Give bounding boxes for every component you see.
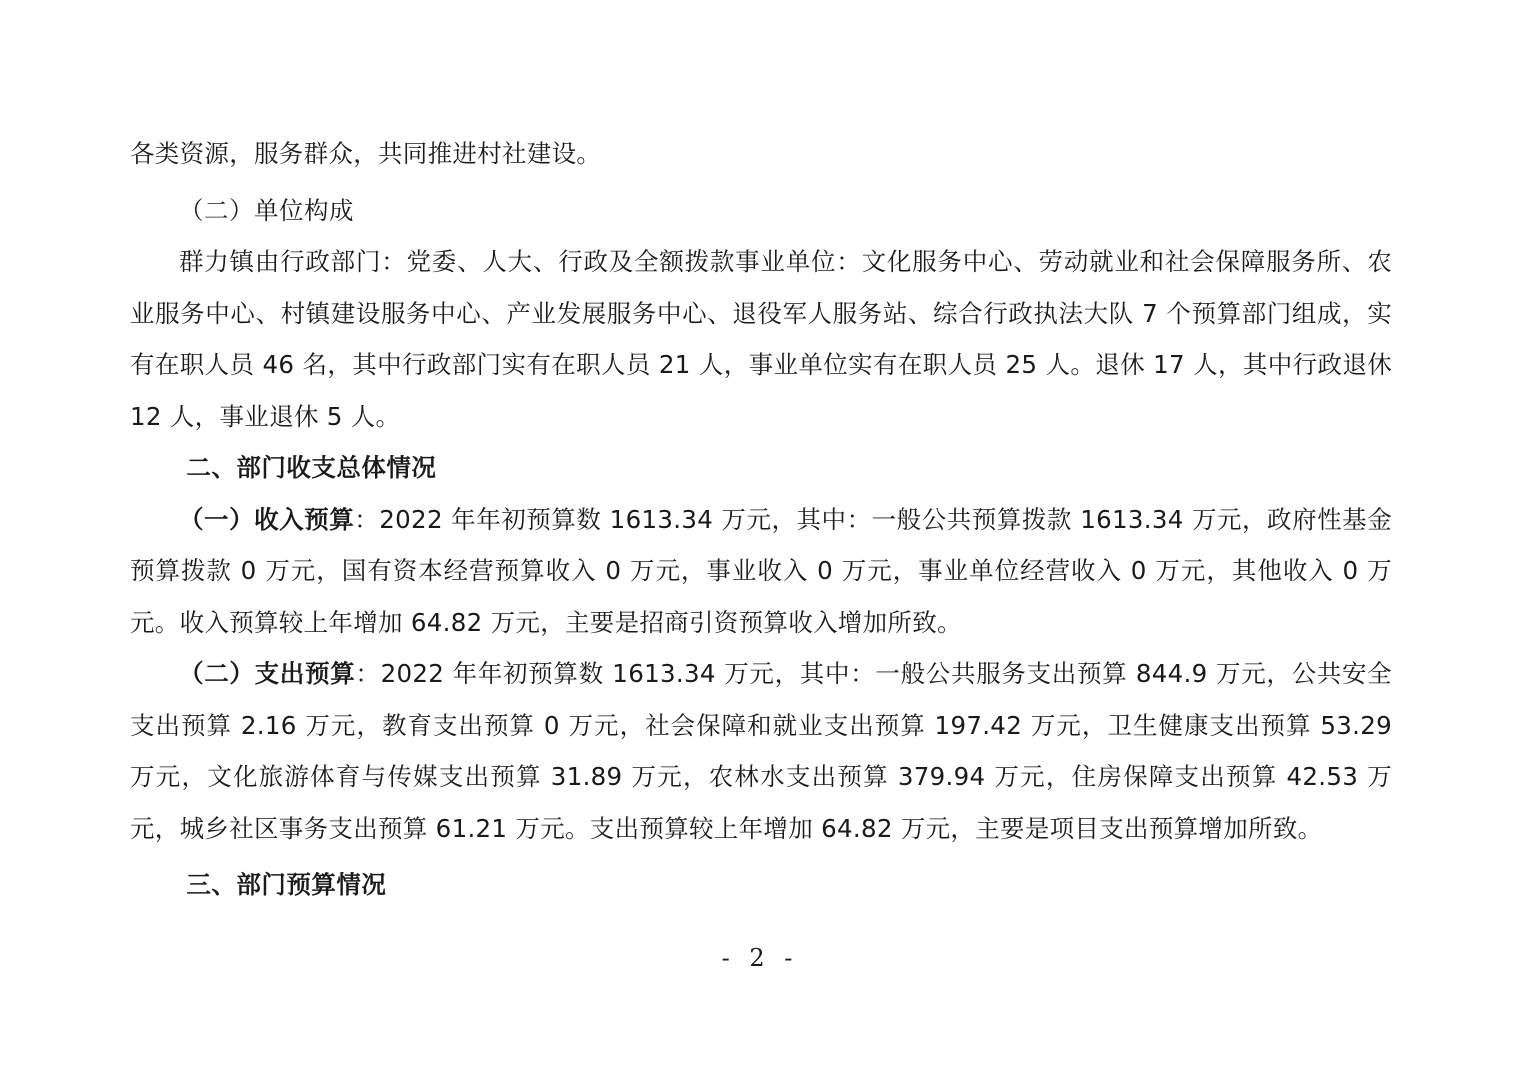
unit-structure-heading: （二）单位构成 [179,195,354,225]
intro-tail-paragraph: 各类资源，服务群众，共同推进村社建设。 [130,139,602,168]
document-page [130,128,1392,911]
revenue-budget-body: ：2022 年年初预算数 1613.34 万元，其中：一般公共预算拨款 1613.34 万元，政府性基金预算拨款 0 万元，国有资本经营预算收入 0 万元，事业收入 0 万元，事业单位经营收入 0 万元，其他收入 0 万元。收入预算较上年增加 64.82 万元，主要是招商引资预算收入增加所致。 [130,504,1392,637]
unit-structure-paragraph: 群力镇由行政部门：党委、人大、行政及全额拨款事业单位：文化服务中心、劳动就业和社会保障服务所、农业服务中心、村镇建设服务中心、产业发展服务中心、退役军人服务站、综合行政执法大队 7 个预算部门组成，实有在职人员 46 名，其中行政部门实有在职人员 21 人，事业单位实有在职人员 25 人。退休 17 人，其中行政退休 12 人，事业退休 5 人。 [130,247,1392,431]
revenue-budget-lead: （一）收入预算 [179,504,355,534]
page-number: - 2 - [721,944,799,972]
section-two-heading: 二、部门收支总体情况 [186,453,437,482]
expense-budget-lead: （二）支出预算 [179,659,356,688]
revenue-budget-paragraph [130,494,1392,649]
section-three-heading: 三、部门预算情况 [186,870,387,899]
expense-budget-paragraph [130,648,1392,854]
expense-budget-body: ：2022 年年初预算数 1613.34 万元，其中：一般公共服务支出预算 844.9 万元，公共安全支出预算 2.16 万元，教育支出预算 0 万元，社会保障和就业支出预算 197.42 万元，卫生健康支出预算 53.29 万元，文化旅游体育与传媒支出预算 31.89 万元，农林水支出预算 379.94 万元，住房保障支出预算 42.53 万元，城乡社区事务支出预算 61.21 万元。支出预算较上年增加 64.82 万元，主要是项目支出预算增加所致。 [130,659,1392,843]
